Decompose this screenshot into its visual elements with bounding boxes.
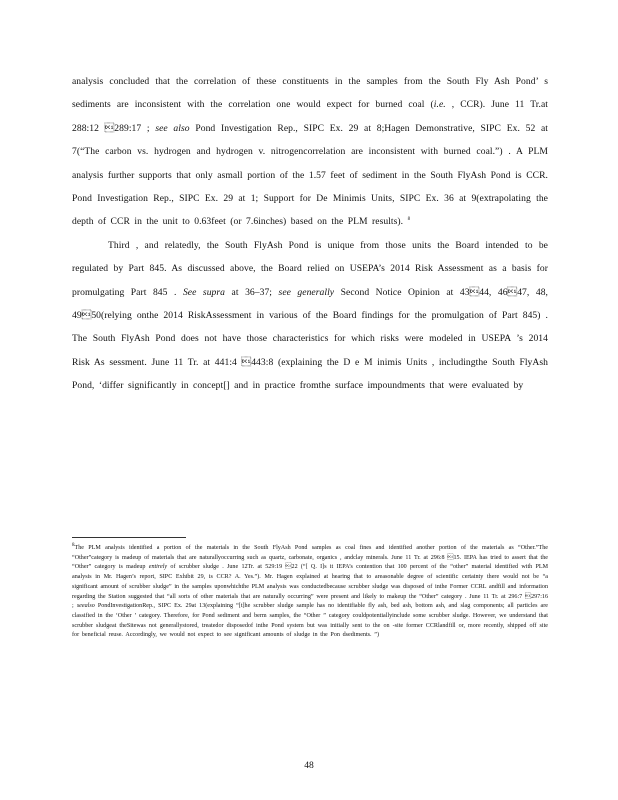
footnote-text-c: PondInvestigationRep., SIPC Ex. 29at 13(explaining “[t]he scrubber sludge sample has no identifiable fly ash, bed ash, bottom ash, and slag components; all particles are classified in the ‘Other ’ category. Therefore, for Pond sediment and berm samples, the “Other ” category couldpotentiallyinclude some scrubber sludge. However, we understand that scrubber sludgeat theSitewas not generallystored, treatedor disposedof inthe Pond system but was initially sent to the on -site former CCRlandfill or, more recently, shipped off site for beneficial reuse. Accordingly, we would not expect to see significant amounts of sludge in the Pon dsediments. ”) (72, 603, 548, 639)
footnote-text-a: The PLM analysis identified a portion of the materials in the South FlyAsh Pond samples as coal fines and identified another portion of the materials as “Other.”The “Other”category is madeup of materials that are naturallyoccurring such as quartz, carbonate, organics , andclay minerals. June 11 Tr. at 296:8 15. IEPA has tried to assert that the “Other” category is madeup (72, 545, 548, 571)
footnote-marker: 8 (72, 542, 75, 548)
paragraph-2-text-b: at 36–37; (225, 286, 279, 298)
paragraph-2-text-c: Second Notice Opinion at 4344, 4647, 48, 4950(relying onthe 2014 RiskAssessment in various of the Board findings for the promulgation of Part 845) . The South FlyAsh Pond does not have those characteristics for which risks were modeled in USEPA ’s 2014 Risk As sessment. June 11 Tr. at 441:4 443:8 (explaining the D e M inimis Units , includingthe South FlyAsh Pond, ‘differ significantly in concept[] and in practice fromthe surface impoundments that were evaluated by (72, 286, 548, 392)
paragraph-1-text-b: , CCR). June 11 Tr.at 288:12 289:17 ; (72, 99, 548, 134)
footnote-text-b: of scrubber sludge . June 12Tr. at 529:19 22 (“[ Q. I]s it IEPA’s contention that 100 percent of the “other” material identified with PLM analysis in Mr. Hagen’s report, SIPC Exhibit 29, is CCR? A. Yes.”). Mr. Hagen explained at hearing that to areasonable degree of scientific certainty there would not be “a significant amount of scrubber sludge” in the samples uponwhichthe PLM analysis was conductedbecause scrubber sludge was disposed of inthe Former CCRL andfill and information regarding the Station suggested that “all sorts of other materials that are naturally occurring” were present and likely to makeup the “Other” category . June 11 Tr. at 296:7 297:16 ; (72, 564, 548, 610)
citation-signal-ie: i.e. (433, 99, 446, 111)
citation-signal-see-generally: see generally (278, 286, 335, 298)
paragraph-2 (72, 234, 548, 398)
paragraph-1-text-c: Pond Investigation Rep., SIPC Ex. 29 at 8;Hagen Demonstrative, SIPC Ex. 52 at 7(“The carbon vs. hydrogen and hydrogen v. nitrogencorrelation are inconsistent with burned coal.”) . A PLM analysis further supports that only asmall portion of the 1.57 feet of sediment in the South FlyAsh Pond is CCR. Pond Investigation Rep., SIPC Ex. 29 at 1; Support for De Minimis Units, SIPC Ex. 36 at 9(extrapolating the depth of CCR in the unit to 0.63feet (or 7.6inches) based on the PLM results). (72, 122, 549, 228)
footnote-divider (72, 537, 186, 538)
footnote-8 (72, 544, 548, 641)
footnote-signal-see-also: seealso (76, 603, 95, 610)
body-text (72, 70, 548, 398)
paragraph-2-text-a: Third , and relatedly, the South FlyAsh Pond is unique from those units the Board intended to be regulated by Part 845. As discussed above, the Board relied on USEPA’s 2014 Risk Assessment as a basis for promulgating Part 845 . (72, 239, 548, 298)
footnote-emphasis-entirely: entirely (148, 564, 168, 571)
paragraph-1 (72, 70, 548, 234)
citation-signal-see-supra: See supra (182, 286, 226, 298)
page-number: 48 (304, 760, 314, 771)
footnote-reference-8: 8 (407, 217, 411, 223)
paragraph-1-text-a: analysis concluded that the correlation of these constituents in the samples from the South Fly Ash Pond’ s sediments are inconsistent with the correlation one would expect for burned coal ( (72, 76, 548, 111)
citation-signal-see-also: see also (155, 122, 190, 134)
